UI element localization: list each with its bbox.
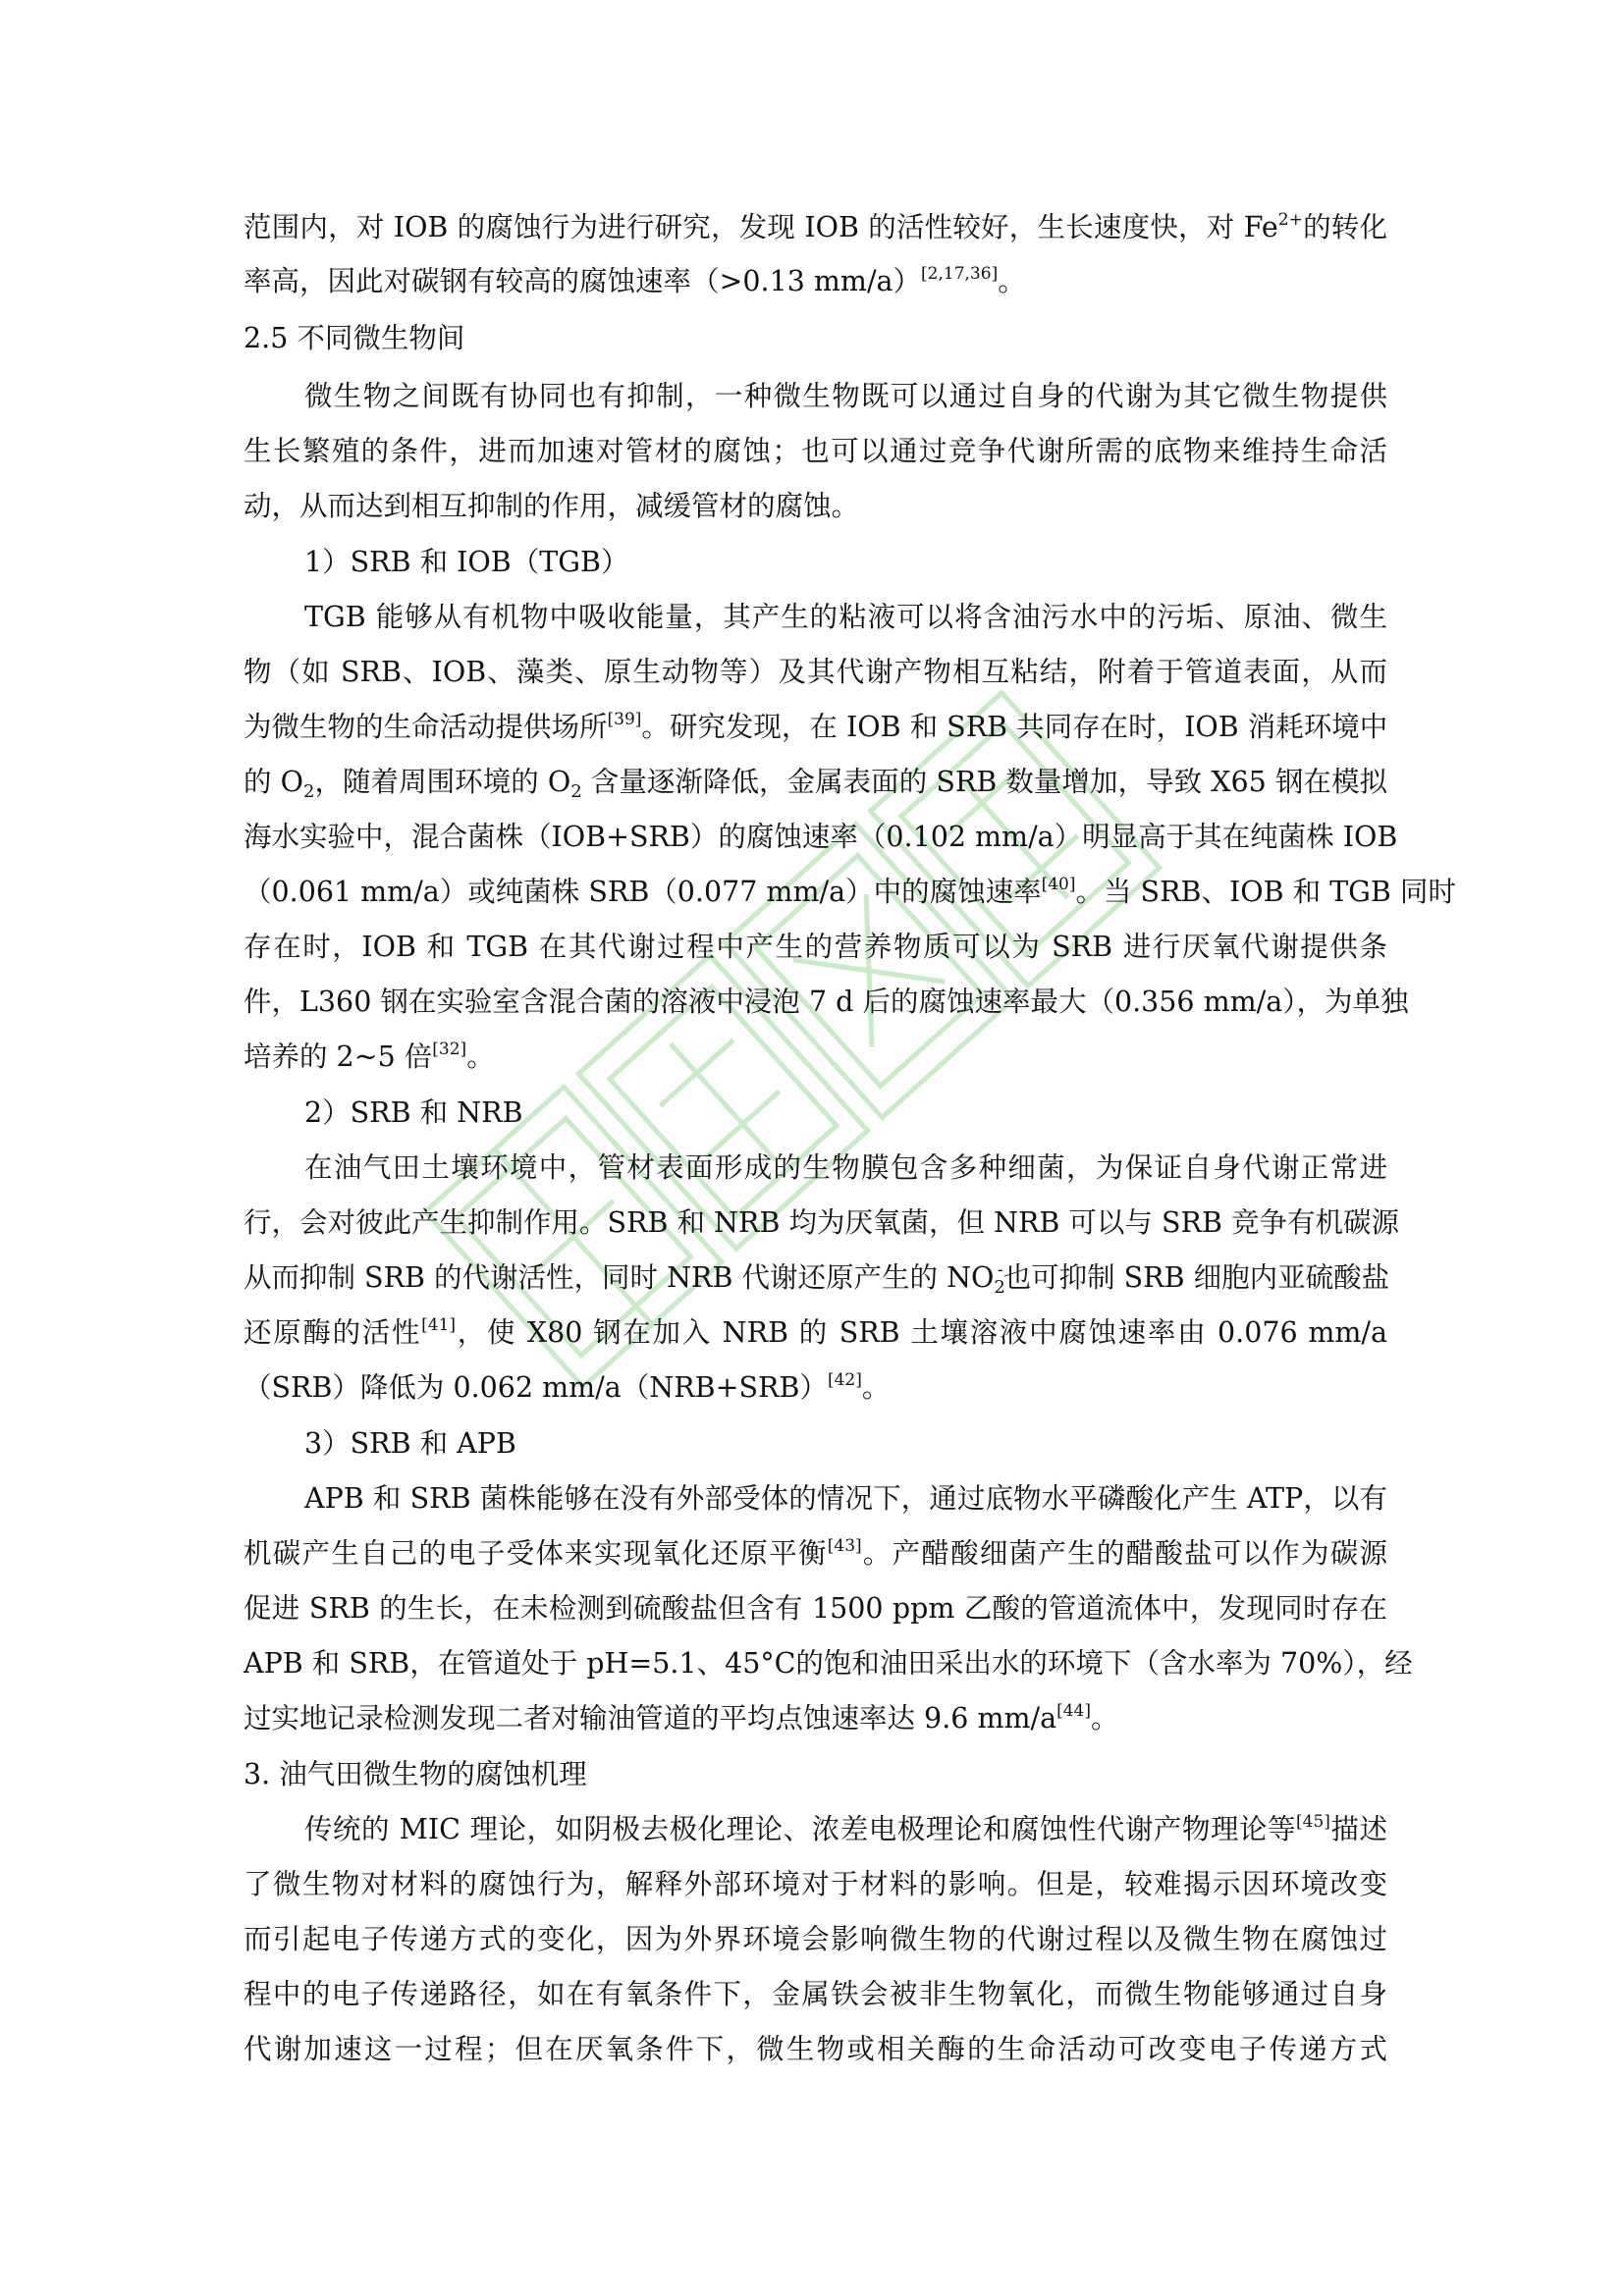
subheading-srb-iob: 1）SRB 和 IOB（TGB） — [304, 546, 629, 578]
paragraph-line: 行，会对彼此产生抑制作用。SRB 和 NRB 均为厌氧菌，但 NRB 可以与 SRB 竞争有机碳源 — [244, 1206, 1399, 1239]
section-heading-3: 3. 油气田微生物的腐蚀机理 — [244, 1758, 587, 1790]
paragraph-line: 的 $O_2$，随着周围环境的 $O_2$ 含量逐渐降低，金属表面的 SRB 数量增加，导致 X65 钢在模拟 — [244, 766, 1387, 802]
subheading-srb-nrb: 2）SRB 和 NRB — [304, 1096, 523, 1129]
paragraph-line: 范围内，对 IOB 的腐蚀行为进行研究，发现 IOB 的活性较好，生长速度快，对 $Fe^{2+}$的转化 — [244, 210, 1387, 243]
paragraph-line: 从而抑制 SRB 的代谢活性，同时 NRB 代谢还原产生的 $NO_2^-$也可抑制 SRB 细胞内亚硫酸盐 — [244, 1260, 1390, 1298]
paragraph-line: 了微生物对材料的腐蚀行为，解释外部环境对于材料的影响。但是，较难揭示因环境改变 — [244, 1868, 1387, 1900]
paragraph-line: 件，L360 钢在实验室含混合菌的溶液中浸泡 7 d 后的腐蚀速率最大（0.356 mm/a），为单独 — [244, 986, 1409, 1018]
paragraph-line: 培养的 2~5 倍[32]。 — [244, 1040, 495, 1073]
subheading-srb-apb: 3）SRB 和 APB — [304, 1427, 516, 1460]
paragraph-line: 在油气田土壤环境中，管材表面形成的生物膜包含多种细菌，为保证自身代谢正常进 — [304, 1151, 1387, 1184]
paragraph-line: 动，从而达到相互抑制的作用，减缓管材的腐蚀。 — [244, 490, 860, 522]
paragraph-line: 传统的 MIC 理论，如阴极去极化理论、浓差电极理论和腐蚀性代谢产物理论等[45]描述 — [304, 1812, 1387, 1845]
paragraph-line: 海水实验中，混合菌株（IOB+SRB）的腐蚀速率（0.102 mm/a）明显高于其在纯菌株 IOB — [244, 821, 1398, 853]
paragraph-line: 物（如 SRB、IOB、藻类、原生动物等）及其代谢产物相互粘结，附着于管道表面，从而 — [244, 656, 1387, 688]
paragraph-line: 生长繁殖的条件，进而加速对管材的腐蚀；也可以通过竞争代谢所需的底物来维持生命活 — [244, 435, 1387, 467]
paragraph-line: 率高，因此对碳钢有较高的腐蚀速率（>0.13 mm/a）[2,17,36]。 — [244, 264, 1026, 297]
paragraph-line: APB 和 SRB 菌株能够在没有外部受体的情况下，通过底物水平磷酸化产生 ATP，以有 — [304, 1482, 1387, 1515]
paragraph-line: 而引起电子传递方式的变化，因为外界环境会影响微生物的代谢过程以及微生物在腐蚀过 — [244, 1923, 1387, 1955]
paragraph-line: 机碳产生自己的电子受体来实现氧化还原平衡[43]。产醋酸细菌产生的醋酸盐可以作为碳源 — [244, 1536, 1387, 1570]
paragraph-line: 程中的电子传递路径，如在有氧条件下，金属铁会被非生物氧化，而微生物能够通过自身 — [244, 1978, 1387, 2010]
paragraph-line: APB 和 SRB，在管道处于 pH=5.1、45°C的饱和油田采出水的环境下（含水率为 70%），经 — [244, 1647, 1413, 1680]
paragraph-line: 代谢加速这一过程；但在厌氧条件下，微生物或相关酶的生命活动可改变电子传递方式 — [244, 2033, 1387, 2065]
paragraph-line: 微生物之间既有协同也有抑制，一种微生物既可以通过自身的代谢为其它微生物提供 — [304, 380, 1387, 412]
paragraph-line: 促进 SRB 的生长，在未检测到硫酸盐但含有 1500 ppm 乙酸的管道流体中，发现同时存在 — [244, 1592, 1387, 1625]
paragraph-line: 为微生物的生命活动提供场所[39]。研究发现，在 IOB 和 SRB 共同存在时，IOB 消耗环境中 — [244, 710, 1388, 743]
paragraph-line: 过实地记录检测发现二者对输油管道的平均点蚀速率达 9.6 mm/a[44]。 — [244, 1701, 1119, 1735]
paragraph-line: 还原酶的活性[41]，使 X80 钢在加入 NRB 的 SRB 土壤溶液中腐蚀速率由 0.076 mm/a — [244, 1315, 1387, 1349]
paragraph-line: TGB 能够从有机物中吸收能量，其产生的粘液可以将含油污水中的污垢、原油、微生 — [304, 601, 1387, 633]
paragraph-line: （0.061 mm/a）或纯菌株 SRB（0.077 mm/a）中的腐蚀速率[40]。当 SRB、IOB 和 TGB 同时 — [244, 875, 1456, 908]
section-heading-2-5: 2.5 不同微生物间 — [244, 322, 465, 354]
paragraph-line: （SRB）降低为 0.062 mm/a（NRB+SRB）[42]。 — [244, 1370, 891, 1404]
paragraph-line: 存在时，IOB 和 TGB 在其代谢过程中产生的营养物质可以为 SRB 进行厌氧代谢提供条 — [244, 931, 1387, 963]
